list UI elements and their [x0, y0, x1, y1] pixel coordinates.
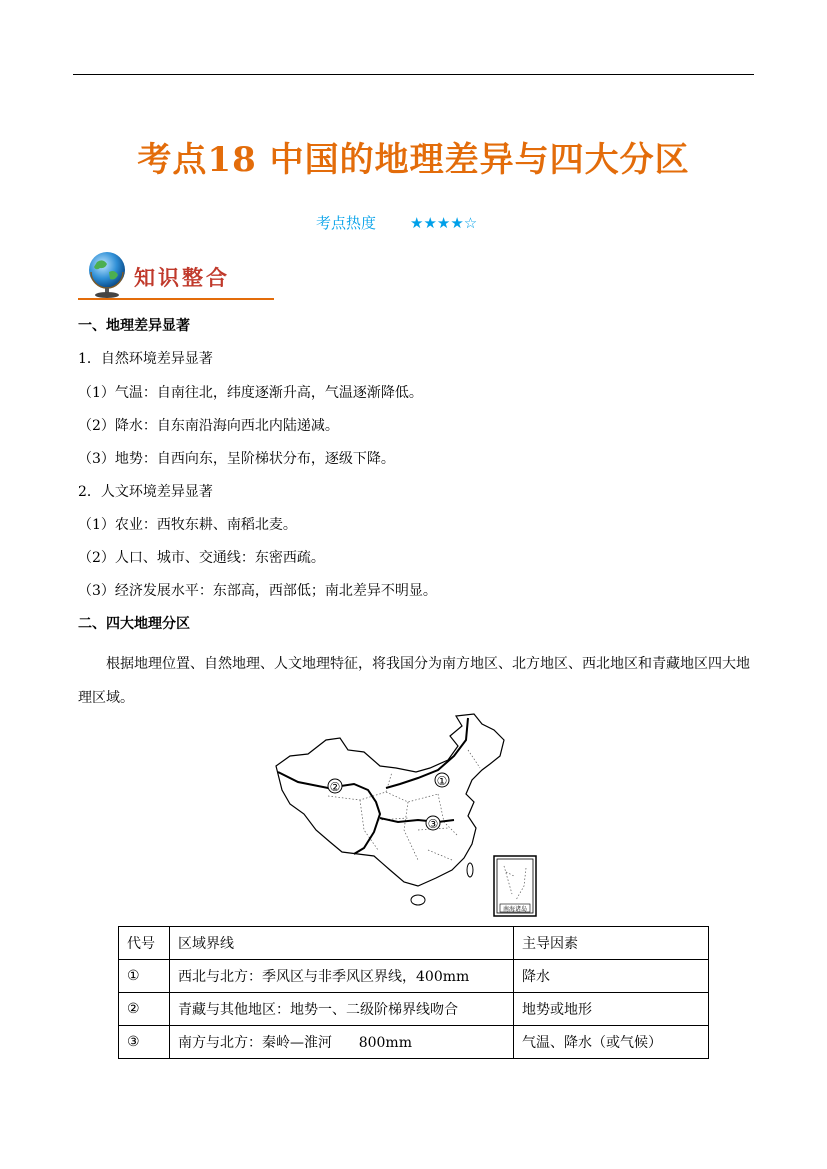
table-header-cell: 代号 [119, 927, 170, 960]
heat-label: 考点热度 [316, 214, 377, 232]
page-title: 考点18 中国的地理差异与四大分区 [137, 140, 690, 180]
s1-item-1c: （3）地势：自西向东，呈阶梯状分布，逐级下降。 [78, 451, 395, 467]
table-cell: ③ [119, 1026, 170, 1059]
inset-label: 南海诸岛 [502, 906, 528, 913]
south-sea-inset [494, 856, 536, 916]
table-cell: 气温、降水（或气候） [514, 1026, 709, 1059]
s1-item-2b: （2）人口、城市、交通线：东密西疏。 [78, 550, 325, 566]
globe-icon [85, 250, 129, 298]
table-cell: ① [119, 960, 170, 993]
s1-item-1: 1．自然环境差异显著 [78, 351, 213, 367]
table-row [119, 1026, 709, 1059]
table-cell: 地势或地形 [514, 993, 709, 1026]
table-row [119, 960, 709, 993]
heat-stars: ★★★★☆ [410, 214, 478, 232]
table-cell: 南方与北方：秦岭—淮河 800mm [170, 1026, 514, 1059]
s1-item-1b: （2）降水：自东南沿海向西北内陆递减。 [78, 418, 339, 434]
knowledge-banner [78, 248, 274, 302]
heat-rating [316, 212, 477, 233]
map-label-1: ① [436, 774, 448, 788]
boundary-line-1 [386, 718, 468, 788]
s1-item-2: 2．人文环境差异显著 [78, 484, 213, 500]
banner-underline [78, 298, 274, 300]
table-cell: 青藏与其他地区：地势一、二级阶梯界线吻合 [170, 993, 514, 1026]
table-header-row [119, 927, 709, 960]
s1-item-2c: （3）经济发展水平：东部高，西部低；南北差异不明显。 [78, 583, 437, 599]
china-regions-map [268, 710, 544, 918]
region-boundary-table [118, 926, 709, 1059]
section1-title: 一、地理差异显著 [78, 318, 190, 334]
s1-item-2a: （1）农业：西牧东耕、南稻北麦。 [78, 517, 297, 533]
table-row [119, 993, 709, 1026]
table-header-cell: 主导因素 [514, 927, 709, 960]
table-header-cell: 区域界线 [170, 927, 514, 960]
table-cell: ② [119, 993, 170, 1026]
header-rule [73, 74, 754, 75]
section2-title: 二、四大地理分区 [78, 616, 190, 632]
boundary-line-3 [380, 818, 454, 822]
section2-paragraph: 根据地理位置、自然地理、人文地理特征，将我国分为南方地区、北方地区、西北地区和青藏地区四大地理区域。 [78, 656, 750, 706]
taiwan-island [467, 863, 473, 877]
banner-text: 知识整合 [134, 266, 230, 290]
map-label-2: ② [329, 780, 341, 794]
table-cell: 西北与北方：季风区与非季风区界线，400mm [170, 960, 514, 993]
s1-item-1a: （1）气温：自南往北，纬度逐渐升高，气温逐渐降低。 [78, 385, 423, 401]
china-outline [276, 714, 504, 886]
map-label-3: ③ [427, 817, 439, 831]
hainan-island [411, 895, 425, 905]
table-cell: 降水 [514, 960, 709, 993]
